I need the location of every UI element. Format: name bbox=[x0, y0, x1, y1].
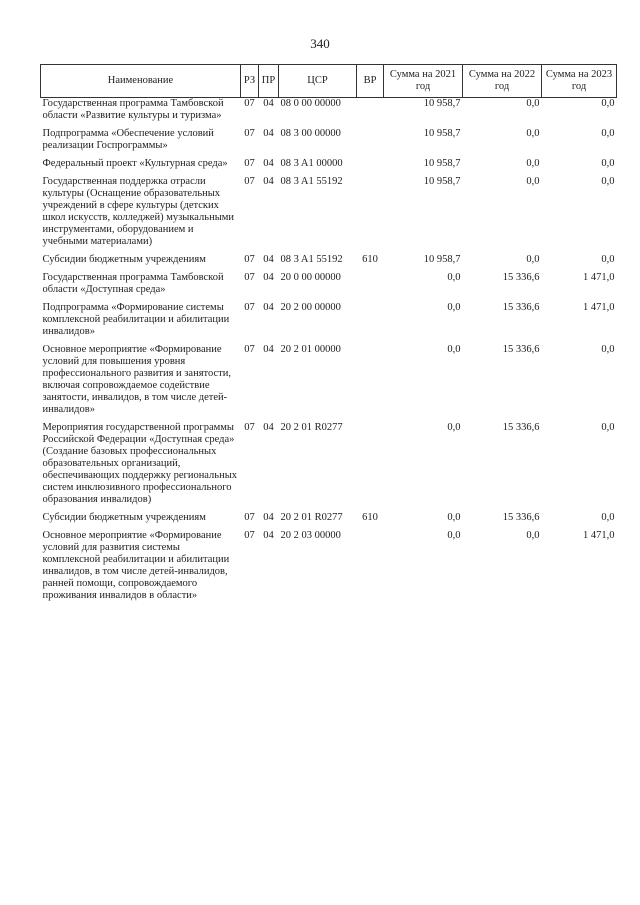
table-row bbox=[41, 422, 617, 512]
row-pr-cell: 04 bbox=[263, 272, 274, 283]
row-sum-2021-cell: 0,0 bbox=[447, 422, 461, 433]
row-vr-cell bbox=[357, 422, 384, 512]
row-sum-2023-cell: 0,0 bbox=[601, 254, 615, 265]
row-rz-cell: 07 bbox=[244, 302, 255, 313]
column-header-vr: ВР bbox=[357, 65, 384, 98]
row-name-cell: Государственная программа Тамбовской области «Доступная среда» bbox=[42, 272, 224, 295]
row-sum-2022-cell: 0,0 bbox=[526, 158, 540, 169]
row-sum-2021-cell: 10 958,7 bbox=[423, 98, 461, 109]
row-sum-2023-cell: 0,0 bbox=[601, 128, 615, 139]
row-rz-cell: 07 bbox=[244, 344, 255, 355]
table-row bbox=[41, 158, 617, 176]
table-row bbox=[41, 530, 617, 608]
row-sum-2021-cell: 0,0 bbox=[447, 302, 461, 313]
row-sum-2023-cell: 1 471,0 bbox=[583, 302, 615, 313]
row-vr-cell bbox=[357, 272, 384, 302]
row-rz-cell: 07 bbox=[244, 272, 255, 283]
row-sum-2022-cell: 15 336,6 bbox=[502, 422, 540, 433]
row-name-cell: Государственная поддержка отрасли культуры (Оснащение образовательных учреждений в сфере культуры (детских школ искусств, колледжей) музыкальными инструментами, оборудованием и учебными материалами) bbox=[42, 176, 235, 247]
budget-table bbox=[40, 64, 617, 608]
table-body bbox=[41, 98, 617, 609]
table-row bbox=[41, 254, 617, 272]
row-vr-cell: 610 bbox=[362, 512, 378, 523]
row-sum-2021-cell: 0,0 bbox=[447, 512, 461, 523]
row-sum-2022-cell: 0,0 bbox=[526, 254, 540, 265]
row-sum-2022-cell: 0,0 bbox=[526, 128, 540, 139]
row-vr-cell bbox=[357, 176, 384, 254]
row-sum-2021-cell: 10 958,7 bbox=[423, 254, 461, 265]
row-csr-cell: 08 3 00 00000 bbox=[280, 128, 341, 139]
row-vr-cell bbox=[357, 128, 384, 158]
row-sum-2023-cell: 0,0 bbox=[601, 176, 615, 187]
column-header-pr: ПР bbox=[259, 65, 279, 98]
table-row bbox=[41, 512, 617, 530]
row-csr-cell: 20 2 01 00000 bbox=[280, 344, 341, 355]
row-name-cell: Федеральный проект «Культурная среда» bbox=[42, 158, 228, 169]
row-sum-2022-cell: 0,0 bbox=[526, 98, 540, 109]
row-sum-2022-cell: 0,0 bbox=[526, 176, 540, 187]
row-name-cell: Основное мероприятие «Формирование условий для повышения уровня профессионального развития и занятости, включая сопровождаемое содействие занятости, инвалидов, в том числе детей-инвалидов» bbox=[42, 344, 231, 415]
row-sum-2021-cell: 0,0 bbox=[447, 272, 461, 283]
row-sum-2021-cell: 10 958,7 bbox=[423, 176, 461, 187]
row-pr-cell: 04 bbox=[263, 302, 274, 313]
table-row bbox=[41, 344, 617, 422]
row-pr-cell: 04 bbox=[263, 158, 274, 169]
row-csr-cell: 20 2 01 R0277 bbox=[280, 422, 343, 433]
row-vr-cell bbox=[357, 530, 384, 608]
row-name-cell: Государственная программа Тамбовской области «Развитие культуры и туризма» bbox=[42, 98, 224, 121]
row-rz-cell: 07 bbox=[244, 158, 255, 169]
column-header-sum-2023: Сумма на 2023 год bbox=[542, 65, 617, 98]
row-vr-cell bbox=[357, 98, 384, 129]
row-pr-cell: 04 bbox=[263, 176, 274, 187]
table-row bbox=[41, 128, 617, 158]
row-rz-cell: 07 bbox=[244, 512, 255, 523]
table-row bbox=[41, 272, 617, 302]
column-header-sum-2021: Сумма на 2021 год bbox=[384, 65, 463, 98]
row-sum-2021-cell: 0,0 bbox=[447, 344, 461, 355]
row-sum-2022-cell: 15 336,6 bbox=[502, 272, 540, 283]
row-rz-cell: 07 bbox=[244, 176, 255, 187]
row-name-cell: Мероприятия государственной программы Российской Федерации «Доступная среда» (Создание базовых профессиональных образовательных организаций, обеспечивающих поддержку региональных систем инклюзивного профессионального образования инвалидов) bbox=[42, 422, 238, 505]
row-sum-2023-cell: 0,0 bbox=[601, 344, 615, 355]
row-name-cell: Основное мероприятие «Формирование условий для развития системы комплексной реабилитации и абилитации инвалидов, в том числе детей-инвалидов, ранней помощи, сопровождаемого проживания инвалидов в области» bbox=[42, 530, 230, 601]
row-name-cell: Подпрограмма «Обеспечение условий реализации Госпрограммы» bbox=[42, 128, 214, 151]
row-csr-cell: 08 3 A1 55192 bbox=[280, 254, 343, 265]
row-sum-2023-cell: 1 471,0 bbox=[583, 272, 615, 283]
row-sum-2023-cell: 0,0 bbox=[601, 158, 615, 169]
table-row bbox=[41, 98, 617, 129]
row-sum-2023-cell: 0,0 bbox=[601, 422, 615, 433]
row-rz-cell: 07 bbox=[244, 128, 255, 139]
row-csr-cell: 08 3 A1 00000 bbox=[280, 158, 343, 169]
row-rz-cell: 07 bbox=[244, 98, 255, 109]
row-pr-cell: 04 bbox=[263, 530, 274, 541]
row-csr-cell: 20 2 00 00000 bbox=[280, 302, 341, 313]
column-header-name: Наименование bbox=[41, 65, 241, 98]
row-sum-2022-cell: 15 336,6 bbox=[502, 302, 540, 313]
row-sum-2021-cell: 10 958,7 bbox=[423, 158, 461, 169]
row-name-cell: Субсидии бюджетным учреждениям bbox=[42, 254, 206, 265]
row-sum-2021-cell: 10 958,7 bbox=[423, 128, 461, 139]
row-sum-2023-cell: 1 471,0 bbox=[583, 530, 615, 541]
row-pr-cell: 04 bbox=[263, 98, 274, 109]
row-vr-cell: 610 bbox=[362, 254, 378, 265]
row-vr-cell bbox=[357, 158, 384, 176]
row-sum-2022-cell: 0,0 bbox=[526, 530, 540, 541]
row-rz-cell: 07 bbox=[244, 254, 255, 265]
row-name-cell: Подпрограмма «Формирование системы комплексной реабилитации и абилитации инвалидов» bbox=[42, 302, 230, 337]
row-csr-cell: 20 2 01 R0277 bbox=[280, 512, 343, 523]
row-sum-2022-cell: 15 336,6 bbox=[502, 344, 540, 355]
row-rz-cell: 07 bbox=[244, 530, 255, 541]
row-pr-cell: 04 bbox=[263, 512, 274, 523]
row-pr-cell: 04 bbox=[263, 254, 274, 265]
table-row bbox=[41, 302, 617, 344]
row-csr-cell: 20 2 03 00000 bbox=[280, 530, 341, 541]
column-header-sum-2022: Сумма на 2022 год bbox=[463, 65, 542, 98]
table-header bbox=[41, 65, 617, 98]
header-row bbox=[41, 65, 617, 98]
row-sum-2023-cell: 0,0 bbox=[601, 512, 615, 523]
row-pr-cell: 04 bbox=[263, 344, 274, 355]
row-csr-cell: 20 0 00 00000 bbox=[280, 272, 341, 283]
row-vr-cell bbox=[357, 302, 384, 344]
row-pr-cell: 04 bbox=[263, 128, 274, 139]
row-sum-2022-cell: 15 336,6 bbox=[502, 512, 540, 523]
page-number: 340 bbox=[310, 36, 330, 51]
row-pr-cell: 04 bbox=[263, 422, 274, 433]
row-csr-cell: 08 0 00 00000 bbox=[280, 98, 341, 109]
column-header-rz: РЗ bbox=[241, 65, 259, 98]
row-rz-cell: 07 bbox=[244, 422, 255, 433]
row-sum-2021-cell: 0,0 bbox=[447, 530, 461, 541]
row-name-cell: Субсидии бюджетным учреждениям bbox=[42, 512, 206, 523]
row-csr-cell: 08 3 A1 55192 bbox=[280, 176, 343, 187]
row-sum-2023-cell: 0,0 bbox=[601, 98, 615, 109]
row-vr-cell bbox=[357, 344, 384, 422]
table-row bbox=[41, 176, 617, 254]
column-header-csr: ЦСР bbox=[279, 65, 357, 98]
